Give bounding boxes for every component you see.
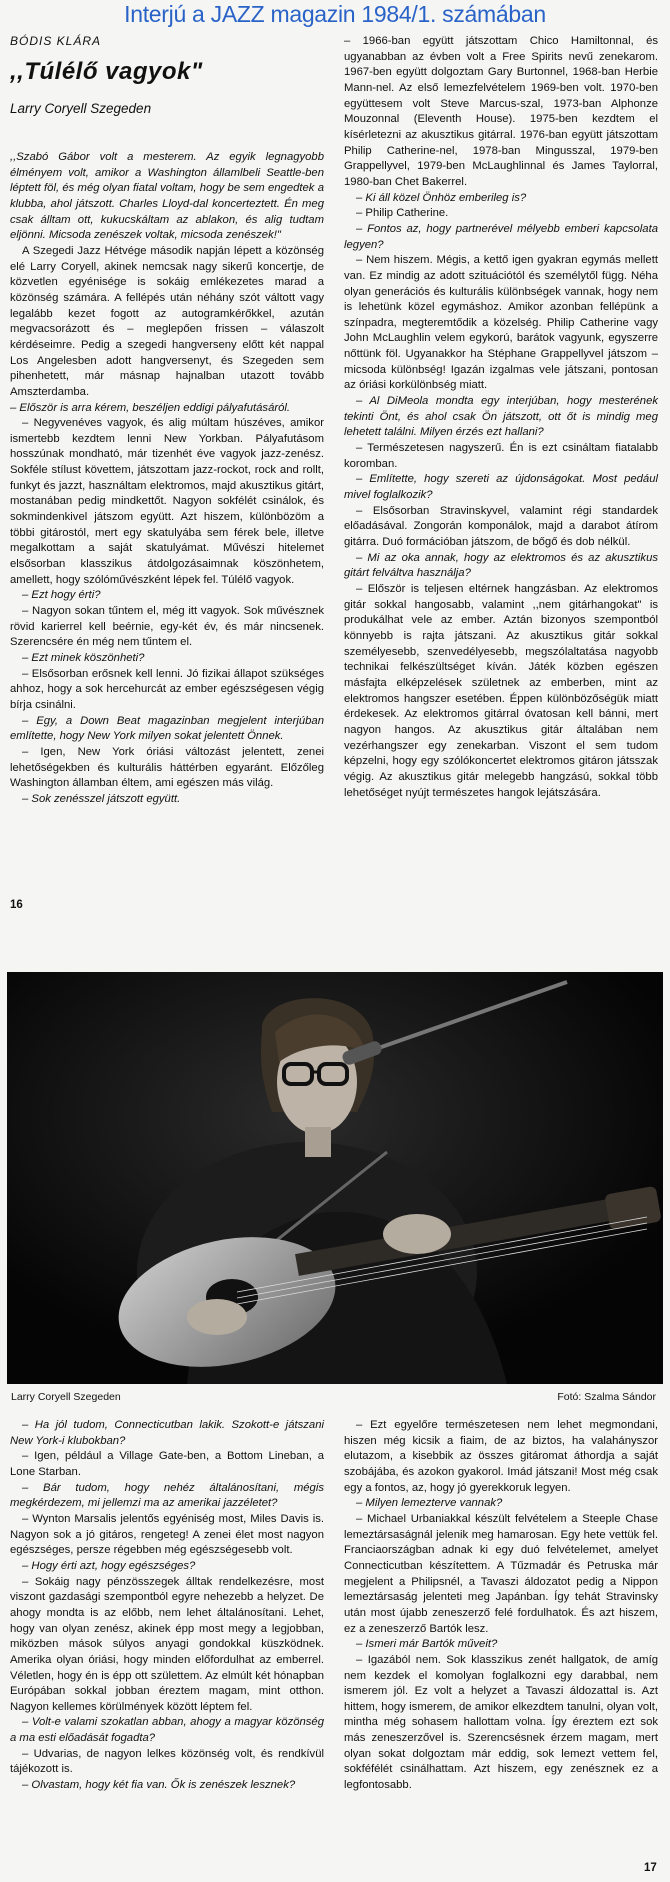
col2-paragraph: – Természetesen nagyszerű. Én is ezt csináltam fiatalabb koromban. xyxy=(344,442,658,470)
guitarist-illustration xyxy=(7,972,663,1384)
page-number-17: 17 xyxy=(644,1862,657,1874)
concert-photo xyxy=(7,972,663,1384)
col1-paragraph: ,,Szabó Gábor volt a mesterem. Az egyik legnagyobb élményem volt, amikor a Washington államlbeli Seattle-ben léptett föl, és még olyan fiatal voltam, hogy be sem engedtek a klubba, ahol játszott. Charles Lloyd-dal koncerteztett. Én meg csak álltam ott, kukucskáltam az ablakon, és alig tudtam eljönni. Micsoda zenészek voltak, micsoda zenészek!" xyxy=(10,151,324,242)
col1-paragraph: – Nagyon sokan tűntem el, még itt vagyok. Sok művésznek rövid karierrel kell beérnie, egy-két év, és már nincsenek. Szerencsére én még nem tűntem el. xyxy=(10,605,324,649)
col2-paragraph: – Mi az oka annak, hogy az elektromos és az akusztikus gitárt felváltva használja? xyxy=(344,551,658,580)
col4-paragraph: – Milyen lemezterve vannak? xyxy=(356,1497,503,1510)
col4-paragraph: – Ismeri már Bartók műveit? xyxy=(356,1638,498,1651)
page-number-16: 16 xyxy=(10,899,23,911)
column-2 xyxy=(344,34,658,801)
col1-paragraph: – Egy, a Down Beat magazinban megjelent interjúban említette, hogy New York milyen sokat jelentett Önnek. xyxy=(10,714,324,743)
col2-paragraph: – Említette, hogy szereti az újdonságokat. Most pedául mivel foglalkozik? xyxy=(344,473,658,502)
article-subtitle: Larry Coryell Szegeden xyxy=(10,101,152,116)
col2-paragraph: – Nem hiszem. Mégis, a kettő igen gyakran egymás mellett van. Ez mindig az adott szituációtól és személytől függ. Néha olyan generációs és kulturális különbségek vannak, hogy nem is lehetünk közel egymáshoz. Amikor azonban fellépünk a színpadra, megteremtődik a közelség. Philip Catherine vagy John McLaughlin velem egykorú, barátok vagyunk, egyszerre nőttünk föl. Ugyanakkor ha Stéphane Grappellyvel játszom – micsoda különbség! Igazán izgalmas vele játszani, pontosan az óriási korkülönbség miatt. xyxy=(344,254,658,392)
col3-paragraph: – Wynton Marsalis jelentős egyéniség most, Miles Davis is. Nagyon sok a jó gitáros, rengeteg! A zenei élet most nagyon egészséges, persze régebben még egészségesebb volt. xyxy=(10,1512,324,1557)
author-byline: BÓDIS KLÁRA xyxy=(10,34,102,48)
column-3 xyxy=(10,1418,324,1794)
col2-paragraph: – Először is teljesen eltérnek hangzásban. Az elektromos gitár sokkal hangosabb, valamint ,,nem gitárhangokat" is produkálhat vele az ember. Aztán bizonyos szempontból könnyebb is rajta játszani. Az akusztikus gitár sokkal személyesebb, szenvedélyesebb, megszólaltatása nagyobb technikai felkészültséget kíván. Játék közben egészen másfajta elképzelések születnek az emberben, mint az elektromos hangszer esetében. Éppen különbözőségük miatt érdekesek. Az elektromos gitárral óvatosan kell bánni, mert nagyon hangos. Az akusztikus gitár általában nem vezérhangszer egy zenekarban. Viszont el sem tudom képzelni, hogy egy szólókoncertet elektromos gitáron játsszak végig. Az akusztikus gitár melegebb hangzású, sokkal több lehetőséget nyújt természetes hangok lejátszására. xyxy=(344,582,658,799)
col4-paragraph: – Igazából nem. Sok klasszikus zenét hallgatok, de amíg nem kezdek el komolyan foglalkozni egy darabbal, nem ismerem jól. Ez volt a helyzet a Tavaszi áldozattal is. Azt hittem, hogy ismerem, de amikor elkezdtem tanulni, olyan volt, mintha még sohasem hallottam volna. Így éreztem ezt sok más zeneszerzővel is. Szerencsésnek érzem magam, mert olyan sokat dolgoztam már eddig, sok lemezt vettem fel, sokféfélét csinálhattam. Azt hiszem, egy zenésznek ez a legfontosabb. xyxy=(344,1653,658,1792)
photo-credit: Fotó: Szalma Sándor xyxy=(557,1391,656,1403)
column-4 xyxy=(344,1418,658,1794)
col4-paragraph: – Ezt egyelőre természetesen nem lehet megmondani, hiszen még kicsik a fiaim, de az biztos, ha valahányszor elutazom, a kisebbik az összes gitáromat áthordja a saját szobájába, és azokon gyakorol. Imád játszani! Most még csak egy a fontos, az, hogy jó gyerekkoruk legyen. xyxy=(344,1419,658,1494)
col2-paragraph: – 1966-ban együtt játszottam Chico Hamiltonnal, és ugyanabban az évben volt a Free Spirits nevű zenekarom. 1967-ben együtt dolgoztam Gary Burtonnel, 1968-ban Herbie Mann-nel. Az első lemezfelvételem 1969-ben volt. 1970-ben együttesem volt Steve Marcus-szal, 1973-ban Alphonze Mouzonnal (Eleventh House). 1975-ben kezdtem el kísérletezni az akusztikus gitárral. 1976-ban együtt játszottam Philip Catherine-nel, 1978-ban Mingusszal, 1979-ben Grappellyvel, 1979-ben McLaughlinnal és James Taylorral, 1980-ban Chet Bakerrel. xyxy=(344,35,658,188)
col2-paragraph: – Fontos az, hogy partnerével mélyebb emberi kapcsolata legyen? xyxy=(344,222,658,251)
col3-paragraph: – Volt-e valami szokatlan abban, ahogy a magyar közönség a ma esti előadását fogadta? xyxy=(10,1716,324,1745)
article-title: ,,Túlélő vagyok" xyxy=(10,58,203,85)
col1-paragraph: – Igen, New York óriási változást jelentett, zenei lehetőségekben és kulturális háttérben egyaránt. Előzőleg Washington államban éltem, ami egészen más világ. xyxy=(10,745,324,790)
col1-paragraph: – Ezt minek köszönheti? xyxy=(22,652,145,664)
col1-paragraph: – Negyvenéves vagyok, és alig múltam húszéves, amikor ismertebb kezdtem lenni New Yorkban. Pályafutásom hosszúnak mondható, már tizenhét éve vagyok jazz-zenész. Sokféle stílust követtem, játszottam jazz-rockot, rock and rollt, funkyt és jazzt, használtam elektromos, majd akusztikus gitárt, mostanában pedig mindkettőt. Nagyon sokfélét csinálok, és sokmindenkivel játszom együtt. Azt hiszem, különbözöm a többi gitárostól, mert egy skatulyába sem férek bele, illetve megalkottam a saját skatulyámat. Művészi hitelemet elsősorban klasszikus átdolgozásaimnak köszönhetem, amellett, hogy szólóművészként lépek fel. Túlélő vagyok. xyxy=(10,417,324,586)
col1-paragraph: – Ezt hogy érti? xyxy=(22,589,101,602)
col2-paragraph: – Al DiMeola mondta egy interjúban, hogy mesterének tekinti Önt, és ahol csak Ön játszott, ott őt is mindig meg lehetett találni. Milyen érzés ezt hallani? xyxy=(344,395,658,439)
banner-title: Interjú a JAZZ magazin 1984/1. számában xyxy=(124,1,546,27)
col1-paragraph: A Szegedi Jazz Hétvége második napján lépett a közönség elé Larry Coryell, akinek nemcsak nagy sikerű koncertje, de közvetlen egyénisége is sokáig emlékezetes marad a közönség számára. A fellépés után néhány szót váltott vagy legalább kezet fogott az autogramkérőkkel, azután megvacsorázott és – meglepően frissen – válaszolt kérdéseimre. Pedig a szegedi hangverseny előtt két nappal Los Angelesben adott hangversenyt, és Szegeden sem pihenhetett, már másnap hajnalban utazott tovább Amszterdamba. xyxy=(10,244,324,398)
col3-paragraph: – Bár tudom, hogy nehéz általánosítani, mégis megkérdezem, mi jellemzi ma az amerikai jazzéletet? xyxy=(10,1481,324,1510)
col2-paragraph: – Philip Catherine. xyxy=(356,207,449,220)
col2-paragraph: – Elsősorban Stravinskyvel, valamint régi standardek előadásával. Zongorán komponálok, majd a darabot átírom gitárra. Duó formációban játszom, de bőgő és dob nélkül. xyxy=(344,504,658,548)
col3-paragraph: – Igen, például a Village Gate-ben, a Bottom Lineban, a Lone Starban. xyxy=(10,1450,324,1478)
col3-paragraph: – Hogy érti azt, hogy egészséges? xyxy=(22,1559,196,1572)
col4-paragraph: – Michael Urbaniakkal készült felvételem a Steeple Chase lemeztársaságnál jelenik meg hamarosan. Egy hete vettük fel. Franciaországban adnak ki egy duó felvételemet, amelyet Connecticutban készítettem. A Tűzmadár és Petruska már megjelent a Philipsnél, a Tavaszi áldozatot pedig a Nippon lemeztársaság jelenteti meg Japánban. Így tehát Stravinsky után most újabb zeneszerző felé fordulhatok. És azt hiszem, ez a zeneszerző Bartók lesz. xyxy=(344,1512,658,1635)
photo-caption: Larry Coryell Szegeden xyxy=(11,1391,121,1403)
col3-paragraph: – Udvarias, de nagyon lelkes közönség volt, és rendkívül tájékozott is. xyxy=(10,1747,324,1776)
col1-paragraph: – Sok zenésszel játszott együtt. xyxy=(22,792,181,805)
col3-paragraph: – Olvastam, hogy két fia van. Ők is zenészek lesznek? xyxy=(22,1779,296,1792)
col1-paragraph: – Elsősorban erősnek kell lenni. Jó fizikai állapot szükséges ahhoz, hogy a sok hercehurcát az ember egészségesen végig bírja csinálni. xyxy=(10,667,324,711)
col3-paragraph: – Sokáig nagy pénzösszegek álltak rendelkezésre, most viszont gazdasági szempontból egyre nehezebb a helyzet. De ahogy mondta is az előbb, nem lehet általánosítani. Lehet, hogy van olyan zenész, akinek épp most megy a legjobban, miközben mások súlyos anyagi gondokkal küszködnek. Amerika olyan óriási, hogy minden előfordulhat az emberrel. Véletlen, hogy én is épp ott születtem. Az elmúlt két hónapban Európában sokkal jobban éreztem magam, mint otthon. Nagyon kellemes körülmények között léptem fel. xyxy=(10,1575,324,1713)
col1-paragraph: – Először is arra kérem, beszéljen eddigi pályafutásáról. xyxy=(10,401,291,414)
col3-paragraph: – Ha jól tudom, Connecticutban lakik. Szokott-e játszani New York-i klubokban? xyxy=(10,1419,324,1447)
column-1 xyxy=(10,150,324,808)
col2-paragraph: – Ki áll közel Önhöz emberileg is? xyxy=(356,191,527,204)
